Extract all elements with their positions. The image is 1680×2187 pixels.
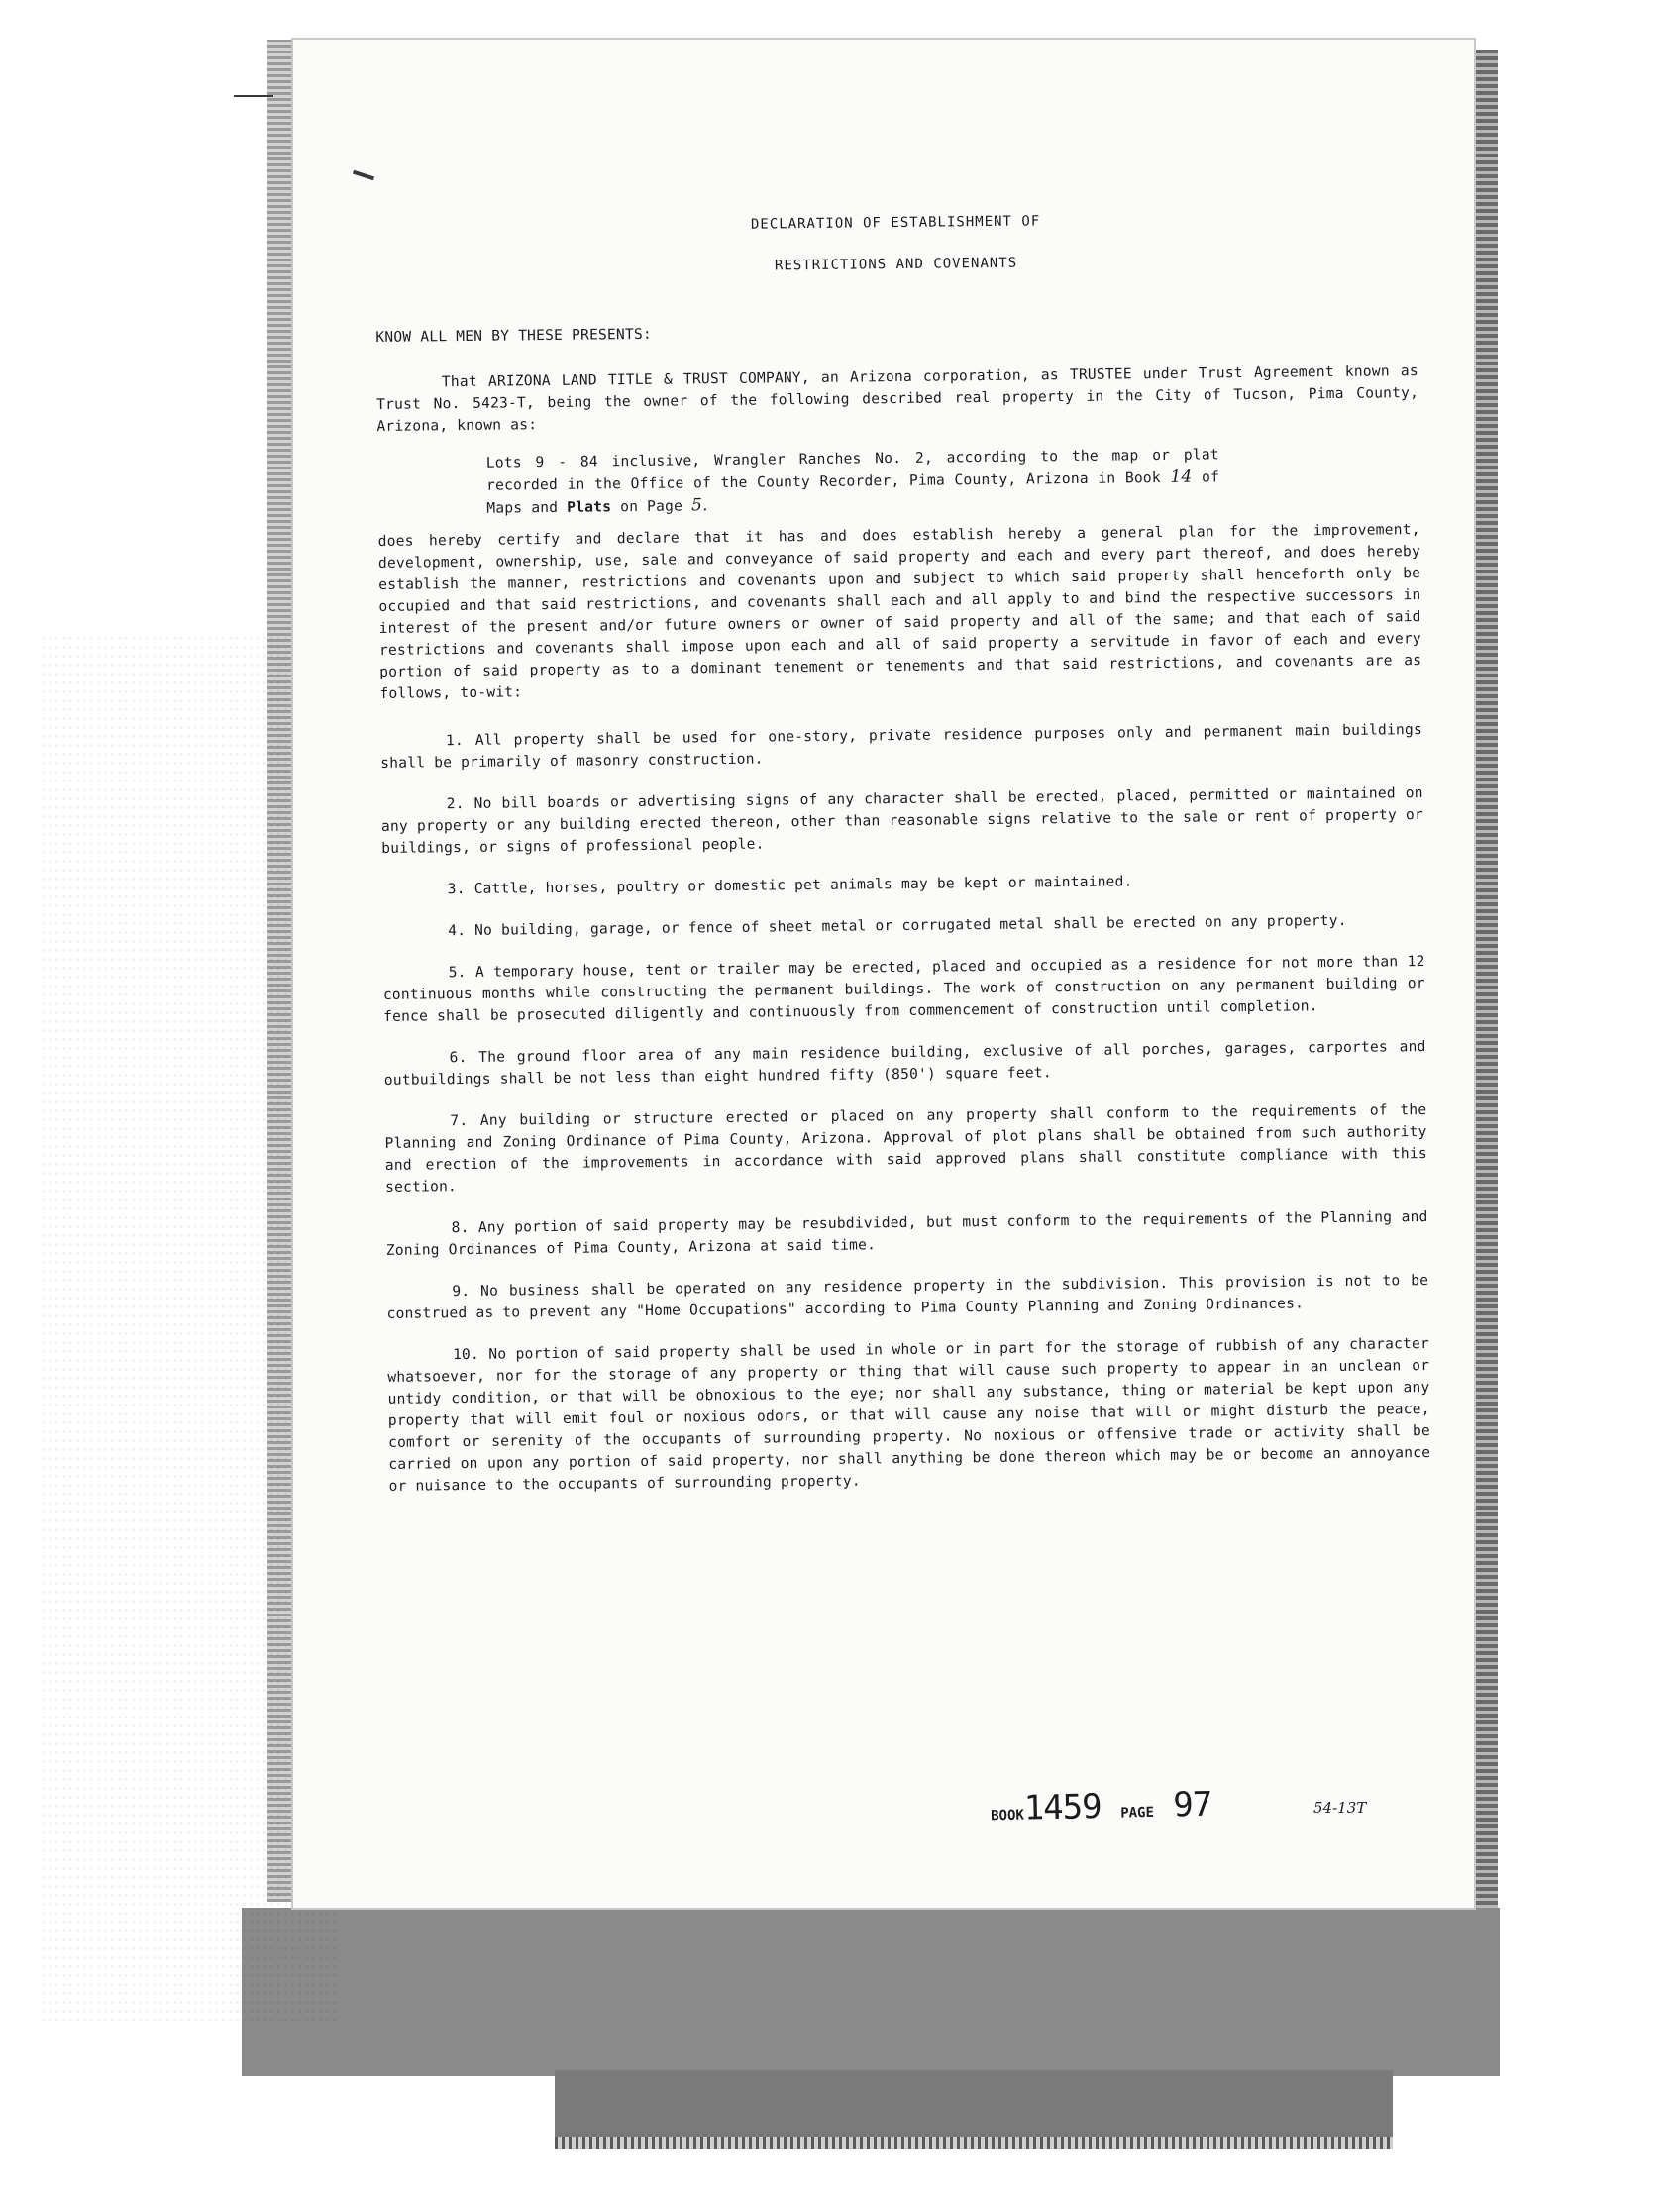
scan-speck <box>234 95 273 97</box>
stamp-page-label: PAGE <box>1120 1804 1155 1822</box>
stamp-book-number: 1459 <box>1023 1787 1102 1828</box>
declaration-paragraph: does hereby certify and declare that it has and does establish hereby a general plan for the improvement, development, ownership, use, sale and conveyance of said property and each and every part thereof, and does hereby establish the manner, restrictions and covenants upon and subject to which said property shall henceforth only be occupied and that said restrictions, and covenants shall each and all apply to and bind the respective successors in interest of the present and/or future owners or owner of said property and all of the same; and that each of said restrictions and covenants shall impose upon each and all of said property a servitude in favor of each and every portion of said property as to a dominant tenement or tenements and that said restrictions, and covenants are as follows, to-wit: <box>377 521 1422 702</box>
document-title-line-1: DECLARATION OF ESTABLISHMENT OF <box>750 213 1041 233</box>
scan-right-edge <box>1474 50 1498 1912</box>
stamp-page-number: 97 <box>1172 1784 1212 1825</box>
scan-noise <box>40 634 337 2021</box>
scan-speck <box>353 170 374 181</box>
legal-plats-word: Plats <box>567 498 612 516</box>
document-title-line-2: RESTRICTIONS AND COVENANTS <box>774 255 1018 274</box>
clause-2: 2. No bill boards or advertising signs of any character shall be erected, placed, permitted or maintained on any property or any building erected thereon, other than reasonable signs relative to the sale or rent of property or buildings, or signs of professional people. <box>380 784 1423 857</box>
handwritten-page-number: 5. <box>690 495 708 516</box>
legal-description <box>486 444 1220 519</box>
intro-paragraph: That ARIZONA LAND TITLE & TRUST COMPANY, an Arizona corporation, as TRUSTEE under Trust Agreement known as Trust No. 5423-T, being the owner of the following described real property in the City of Tucson, Pima County, Arizona, known as: <box>376 363 1419 435</box>
legal-description-text-2: of Maps and <box>486 469 1220 517</box>
scan-bottom-bar <box>242 1908 1500 2076</box>
recording-footer <box>991 1784 1387 1836</box>
legal-description-text-3: on Page <box>620 497 683 516</box>
clause-9: 9. No business shall be operated on any residence property in the subdivision. This provision is not to be construed as to prevent any "Home Occupations" according to Pima County Planning and Zoning Ordinances. <box>386 1271 1429 1322</box>
clause-7: 7. Any building or structure erected or placed on any property shall conform to the requirements of the Planning and Zoning Ordinance of Pima County, Arizona. Approval of plot plans shall be obtained from such authority and erection of the improvements in accordance with said approved plans shall constitute compliance with this section. <box>384 1101 1427 1196</box>
legal-description-text: Lots 9 - 84 inclusive, Wrangler Ranches No. 2, according to the map or plat recorded in the Office of the County Recorder, Pima County, Arizona in Book <box>485 446 1219 494</box>
recording-stamp <box>991 1785 1212 1829</box>
handwritten-reference: 54-13T <box>1313 1799 1367 1817</box>
clause-8: 8. Any portion of said property may be resubdivided, but must conform to the requirements of the Planning and Zoning Ordinances of Pima County, Arizona at said time. <box>385 1208 1428 1259</box>
handwritten-book-number: 14 <box>1170 467 1193 487</box>
clause-5: 5. A temporary house, tent or trailer may be erected, placed and occupied as a residence for not more than 12 continuous months while constructing the permanent buildings. The work of construction on any permanent building or fence shall be prosecuted diligently and continuously from commencement of construction until completion. <box>382 953 1425 1025</box>
clause-6: 6. The ground floor area of any main residence building, exclusive of all porches, garages, carportes and outbuildings shall be not less than eight hundred fifty (850') square feet. <box>383 1038 1426 1089</box>
clause-3: 3. Cattle, horses, poultry or domestic pet animals may be kept or maintained. <box>447 873 1133 898</box>
scan-bottom-fringe <box>555 2137 1393 2149</box>
clause-10: 10. No portion of said property shall be used in whole or in part for the storage of rubbish of any character whatsoever, nor for the storage of any property or thing that will cause such property to appear in an unclean or untidy condition, or that will be obnoxious to the eye; nor shall any substance, thing or material be kept upon any property that will emit foul or noxious odors, or that will cause any noise that will or might disturb the peace, comfort or serenity of the occupants of surrounding property. No noxious or offensive trade or activity shall be carried on upon any portion of said property, nor shall anything be done thereon which may be or become an annoyance or nuisance to the occupants of surrounding property. <box>387 1334 1431 1495</box>
clause-4: 4. No building, garage, or fence of sheet metal or corrugated metal shall be erected on any property. <box>448 911 1347 940</box>
document-body <box>374 206 1431 1517</box>
stamp-book-label: BOOK <box>991 1807 1025 1824</box>
clause-1: 1. All property shall be used for one-story, private residence purposes only and permanent main buildings shall be primarily of masonry construction. <box>380 721 1423 772</box>
salutation: KNOW ALL MEN BY THESE PRESENTS: <box>375 325 653 346</box>
scan-bottom-tab <box>555 2070 1393 2141</box>
